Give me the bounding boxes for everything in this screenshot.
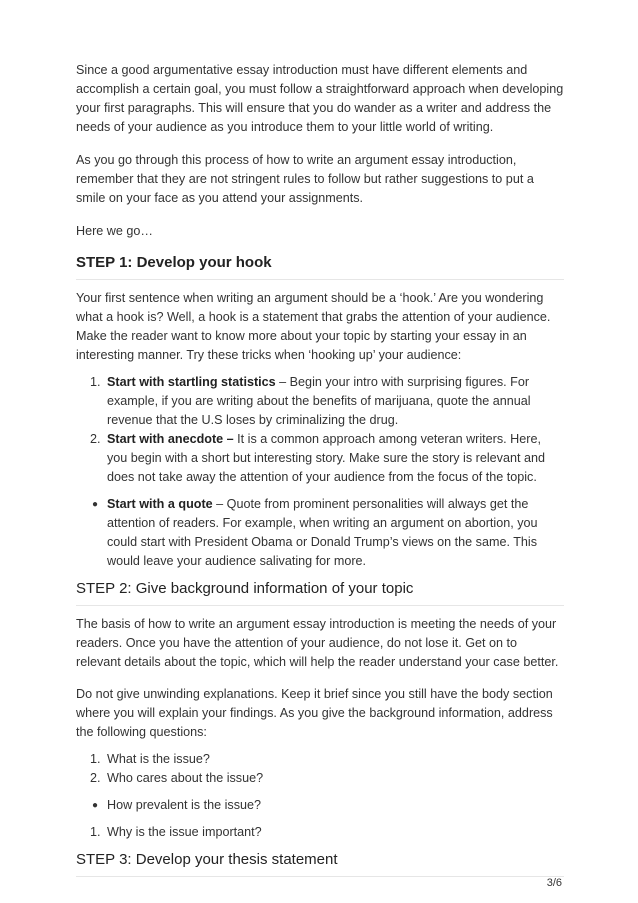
step2-paragraph-1: The basis of how to write an argument essay introduction is meeting the needs of your readers. Once you have the attention of your audience, do not lose it. Get on to relevant details about the topic, which will help the reader understand your case better. (76, 617, 559, 669)
step2-numbered-list (76, 750, 564, 788)
list-number: 2. (90, 432, 101, 446)
list-number: 1. (90, 752, 101, 766)
list-item-text: What is the issue? (107, 752, 210, 766)
list-item-text: – Begin your intro with surprising figures. For example, if you are writing about the benefits of marijuana, quote the annual revenue that the U.S loses by criminalizing the drug. (107, 375, 531, 427)
list-item (76, 750, 564, 769)
list-item-bold: Start with a quote (107, 497, 213, 511)
list-number: 2. (90, 771, 101, 785)
list-item-text: How prevalent is the issue? (107, 798, 262, 812)
list-number: 1. (90, 375, 101, 389)
list-item-text: Why is the issue important? (107, 825, 262, 839)
list-item (76, 823, 564, 842)
list-item-text: – Quote from prominent personalities will always get the attention of readers. For example, when writing an argument on abortion, you could start with President Obama or Donald Trump’s views on the same. This would leave your audience salivating for more. (107, 497, 538, 568)
intro-paragraph-1: Since a good argumentative essay introduction must have different elements and accomplish a certain goal, you must follow a straightforward approach when developing your first paragraphs. This will ensure that you do wander as a writer and address the needs of your audience as you introduce them to your little world of writing. (76, 63, 564, 134)
step2-numbered-list-2 (76, 823, 564, 842)
bullet-icon: ● (92, 800, 99, 811)
list-item-text: It is a common approach among veteran writers. Here, you begin with a short but interesting story. Make sure the story is relevant and does not take away the attention of your audience from the focus of the topic. (107, 432, 545, 484)
list-item-text: Who cares about the issue? (107, 771, 264, 785)
step1-bullet-list (76, 495, 564, 571)
list-item (76, 796, 564, 815)
step2-heading: STEP 2: Give background information of your topic (76, 579, 564, 606)
list-item (76, 430, 564, 487)
list-item-bold: Start with startling statistics (107, 375, 276, 389)
document-page (76, 61, 564, 886)
step3-heading: STEP 3: Develop your thesis statement (76, 850, 564, 877)
step2-paragraph-2: Do not give unwinding explanations. Keep it brief since you still have the body section where you will explain your findings. As you give the background information, address the following questions: (76, 687, 553, 739)
intro-paragraph-2: As you go through this process of how to write an argument essay introduction, remember that they are not stringent rules to follow but rather suggestions to put a smile on your face as you attend your assignments. (76, 153, 534, 205)
step1-numbered-list (76, 373, 564, 487)
step2-bullet-list (76, 796, 564, 815)
bullet-icon: ● (92, 499, 99, 510)
list-item (76, 769, 564, 788)
list-item (76, 373, 564, 430)
list-number: 1. (90, 825, 101, 839)
intro-paragraph-3: Here we go… (76, 224, 153, 238)
list-item-bold: Start with anecdote – (107, 432, 234, 446)
step1-heading: STEP 1: Develop your hook (76, 253, 564, 280)
step1-paragraph: Your first sentence when writing an argument should be a ‘hook.’ Are you wondering what a hook is? Well, a hook is a statement that grabs the attention of your audience. Make the reader want to know more about your topic by starting your essay in an interesting manner. Try these tricks when ‘hooking up’ your audience: (76, 291, 551, 362)
page-number: 3/6 (546, 877, 562, 889)
list-item (76, 495, 564, 571)
